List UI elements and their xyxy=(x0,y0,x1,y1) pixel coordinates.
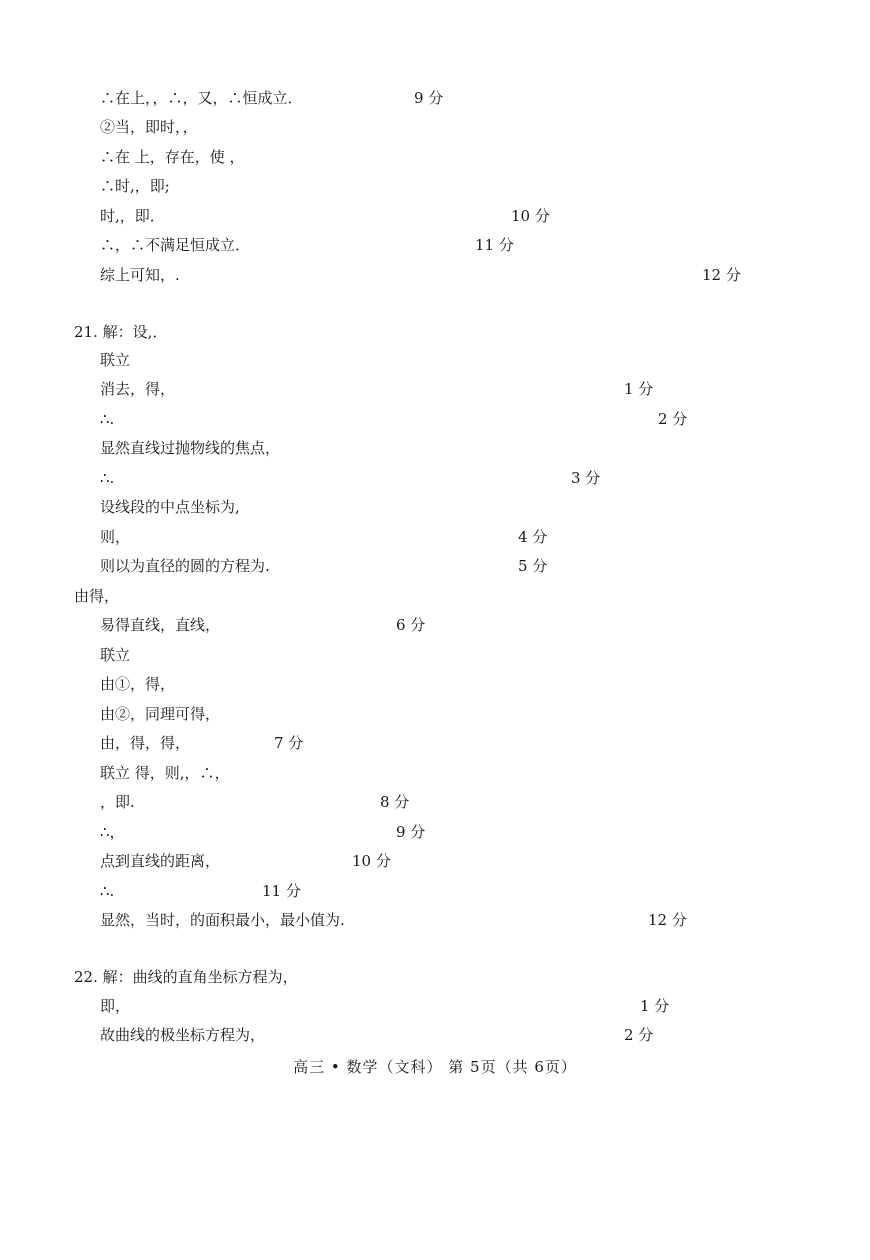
leader-dots xyxy=(266,613,386,637)
answer-line: 设线段的中点坐标为, xyxy=(100,498,240,516)
leader-dots xyxy=(146,790,370,814)
score-label: 3 分 xyxy=(571,469,601,487)
leader-dots xyxy=(300,554,508,578)
answer-line: 易得直线，直线， xyxy=(100,616,221,634)
answer-line: 显然，当时，的面积最小，最小值为. xyxy=(100,911,345,929)
answer-line: ，即. xyxy=(100,793,135,811)
score-label: 9 分 xyxy=(414,89,444,107)
leader-dots xyxy=(355,86,403,110)
score-label: 8 分 xyxy=(380,793,410,811)
answer-line: 联立 xyxy=(100,646,131,664)
score-label: 10 分 xyxy=(511,207,550,225)
answer-line: 由②，同理可得， xyxy=(100,705,221,723)
answer-line: 联立 得，则,，∴， xyxy=(100,764,230,782)
question-heading: 22. 解：曲线的直角坐标方程为， xyxy=(74,968,298,986)
answer-line: 由①，得， xyxy=(100,675,176,693)
answer-line: ∴， xyxy=(100,823,125,841)
question-heading: 21. 解：设,． xyxy=(74,323,168,341)
answer-line: 则以为直径的圆的方程为. xyxy=(100,557,270,575)
answer-line: ∴在上，，∴，又，∴恒成立． xyxy=(100,89,303,107)
score-label: 12 分 xyxy=(648,911,687,929)
leader-dots xyxy=(198,204,510,228)
score-label: 1 分 xyxy=(624,380,654,398)
answer-line: 点到直线的距离， xyxy=(100,852,221,870)
answer-line: ∴在 上，存在，使 ， xyxy=(100,148,245,166)
score-label: 5 分 xyxy=(518,557,548,575)
leader-dots xyxy=(146,820,386,844)
answer-line: 即， xyxy=(100,997,131,1015)
leader-dots xyxy=(194,263,700,287)
score-label: 9 分 xyxy=(396,823,426,841)
answer-line: ∴. xyxy=(100,882,115,900)
answer-line: 由得， xyxy=(74,587,120,605)
leader-dots xyxy=(214,731,264,755)
answer-line: 则， xyxy=(100,528,131,546)
leader-dots xyxy=(162,994,630,1018)
leader-dots xyxy=(146,525,508,549)
leader-dots xyxy=(408,908,638,932)
leader-dots xyxy=(248,849,352,873)
answer-line: ∴. xyxy=(100,469,115,487)
answer-line: 时,，即． xyxy=(100,207,165,225)
leader-dots xyxy=(320,1023,614,1047)
score-label: 12 分 xyxy=(702,266,741,284)
score-label: 4 分 xyxy=(518,528,548,546)
score-label: 10 分 xyxy=(352,852,391,870)
score-label: 11 分 xyxy=(475,236,514,254)
score-label: 2 分 xyxy=(658,410,688,428)
score-label: 1 分 xyxy=(640,997,670,1015)
leader-dots xyxy=(286,233,474,257)
page-footer: 高三 • 数学（文科） 第 5页（共 6页） xyxy=(293,1058,577,1076)
answer-line: 显然直线过抛物线的焦点， xyxy=(100,439,281,457)
answer-line: 故曲线的极坐标方程为， xyxy=(100,1026,266,1044)
answer-line: 消去，得， xyxy=(100,380,176,398)
leader-dots xyxy=(146,879,254,903)
answer-line: 联立 xyxy=(100,351,131,369)
leader-dots xyxy=(126,466,562,490)
answer-line: ∴. xyxy=(100,410,115,428)
answer-line: ∴时,，即; xyxy=(100,177,170,195)
leader-dots xyxy=(198,377,612,401)
score-label: 6 分 xyxy=(396,616,426,634)
answer-line: ②当，即时，， xyxy=(100,118,198,136)
score-label: 11 分 xyxy=(262,882,301,900)
answer-line: 由，得，得， xyxy=(100,734,191,752)
answer-line: 综上可知，. xyxy=(100,266,180,284)
score-label: 7 分 xyxy=(274,734,304,752)
score-label: 2 分 xyxy=(624,1026,654,1044)
answer-line: ∴，∴不满足恒成立． xyxy=(100,236,251,254)
leader-dots xyxy=(126,407,648,431)
